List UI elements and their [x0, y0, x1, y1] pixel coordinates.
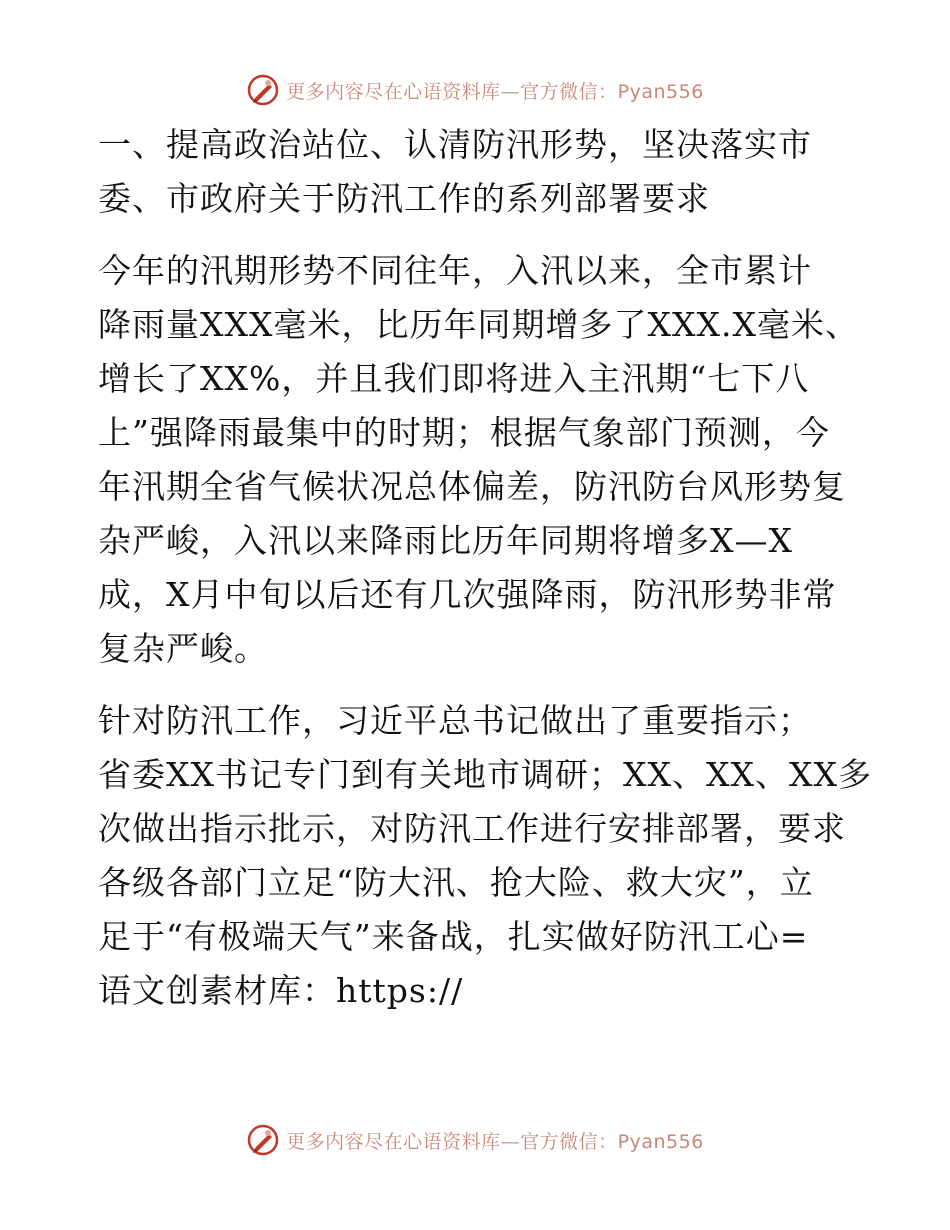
paragraph-line: 杂严峻，入汛以来降雨比历年同期将增多X—X: [98, 521, 793, 560]
header-watermark: [0, 70, 950, 110]
paragraph-line: 各级各部门立足“防大汛、抢大险、救大灾”，立: [98, 863, 814, 902]
paragraph-line: 针对防汛工作，习近平总书记做出了重要指示；: [98, 701, 812, 740]
pen-logo-icon: [246, 1123, 280, 1157]
paragraph-line: 年汛期全省气候状况总体偏差，防汛防台风形势复: [98, 467, 846, 506]
watermark-text: [286, 1127, 704, 1154]
paragraph-line: 成，X月中旬以后还有几次强降雨，防汛形势非常: [98, 575, 837, 614]
paragraph-line: 语文创素材库：https://: [98, 971, 464, 1010]
watermark-dash: —: [500, 80, 521, 103]
document-body: [98, 118, 872, 1018]
watermark-main: 更多内容尽在心语资料库: [286, 1130, 501, 1153]
footer-watermark: [0, 1120, 950, 1160]
heading-line: 委、市政府关于防汛工作的系列部署要求: [98, 179, 710, 218]
paragraph-line: 降雨量XXX毫米，比历年同期增多了XXX.X毫米、: [98, 305, 859, 344]
paragraph-instructions: [98, 694, 872, 1018]
paragraph-line: 次做出指示批示，对防汛工作进行安排部署，要求: [98, 809, 846, 848]
paragraph-line: 省委XX书记专门到有关地市调研；XX、XX、XX多: [98, 755, 872, 794]
watermark-dash: —: [500, 1130, 521, 1153]
paragraph-flood-situation: [98, 244, 858, 676]
heading-line: 一、提高政治站位、认清防汛形势，坚决落实市: [98, 125, 812, 164]
section-heading: [98, 118, 858, 226]
watermark-main: 更多内容尽在心语资料库: [286, 80, 501, 103]
watermark-contact: 官方微信：Pyan556: [520, 1130, 704, 1153]
watermark-text: [286, 77, 704, 104]
paragraph-line: 上”强降雨最集中的时期；根据气象部门预测，今: [98, 413, 830, 452]
paragraph-line: 增长了XX%，并且我们即将进入主汛期“七下八: [98, 359, 810, 398]
pen-logo-icon: [246, 73, 280, 107]
paragraph-line: 复杂严峻。: [98, 629, 268, 668]
watermark-contact: 官方微信：Pyan556: [520, 80, 704, 103]
paragraph-line: 足于“有极端天气”来备战，扎实做好防汛工心=: [98, 917, 809, 956]
paragraph-line: 今年的汛期形势不同往年，入汛以来，全市累计: [98, 251, 812, 290]
